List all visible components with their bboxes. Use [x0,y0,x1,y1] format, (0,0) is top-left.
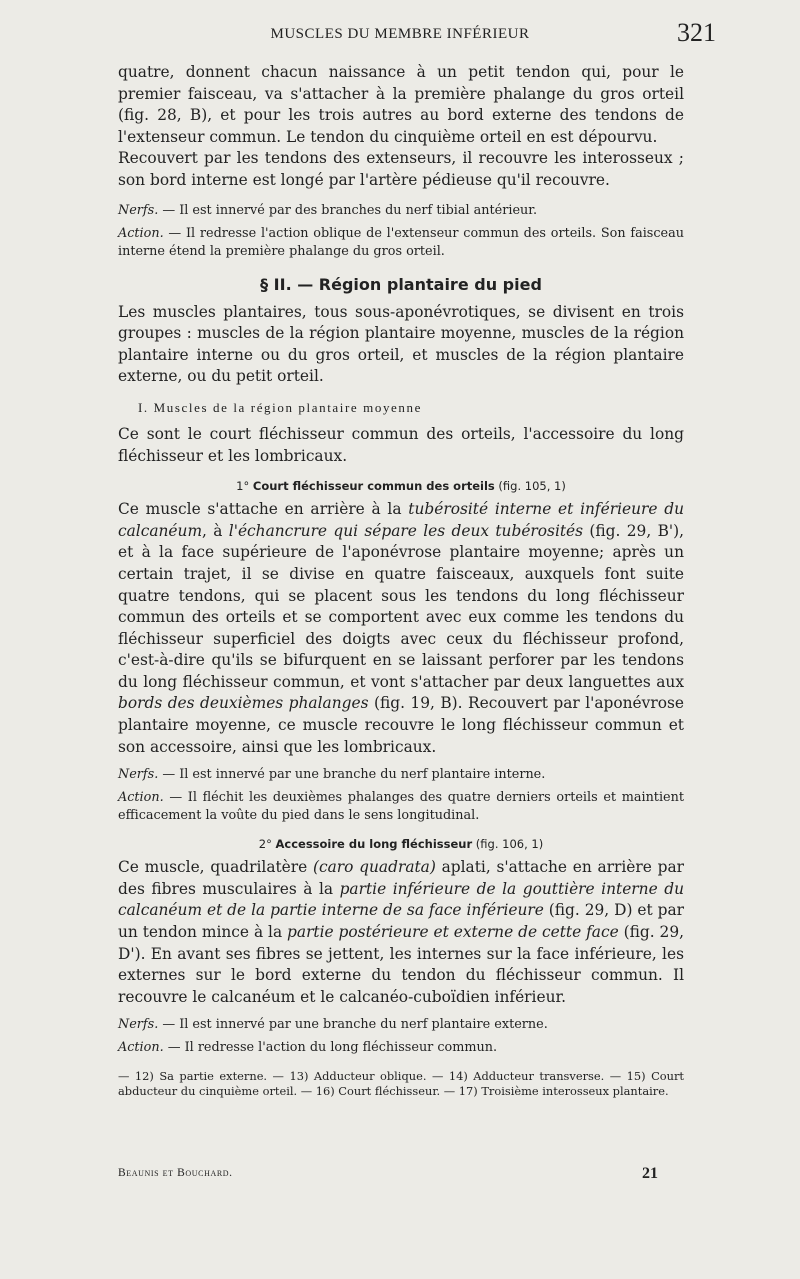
note-text: — Il redresse l'action du long fléchisseur commun. [163,1040,498,1056]
figure-ref: (fig. 105, 1) [494,479,566,494]
nerves-note [118,1016,684,1034]
action-note [118,1039,684,1057]
author-credit: Beaunis et Bouchard. [118,1167,233,1179]
italic-run: tubérosité interne et inférieure du calcanéum [118,500,684,540]
note-label: Nerfs. [118,1017,159,1033]
page-content [118,62,684,1099]
paragraph [118,499,684,758]
item-name: Accessoire du long fléchisseur [275,837,473,852]
note-text: — Il est innervé par des branches du nerf tibial antérieur. [158,202,538,218]
text-run: aplati, s'attache en arrière par des fibres musculaires à la [118,858,684,898]
sheet-signature: 21 [642,1165,658,1182]
page-footer [118,1165,684,1185]
note-label: Nerfs. [118,767,159,783]
item-heading [118,479,684,493]
note-label: Action. [118,790,164,806]
note-label: Action. [118,1040,164,1056]
paragraph: Ce sont le court fléchisseur commun des orteils, l'accessoire du long fléchisseur et les lombricaux. [118,424,684,465]
footnotes: — 12) Sa partie externe. — 13) Adducteur oblique. — 14) Adducteur transverse. — 15) Court abducteur du cinquième orteil. — 16) Court fléchisseur. — 17) Troisième interosseux plantaire. [118,1069,684,1099]
section-title: § II. — Région plantaire du pied [260,274,542,294]
note-label: Action. [118,225,164,241]
item-heading [118,837,684,851]
italic-run: (caro quadrata) [313,858,436,877]
nerves-note [118,202,684,220]
note-text: — Il redresse l'action oblique de l'extenseur commun des orteils. Son faisceau interne étend la première phalange du gros orteil. [118,225,684,259]
item-number: 1° [236,479,253,494]
note-text: — Il est innervé par une branche du nerf plantaire externe. [158,1017,548,1033]
page-header [0,14,800,54]
paragraph: Les muscles plantaires, tous sous-aponévrotiques, se divisent en trois groupes : muscles de la région plantaire moyenne, muscles de la région plantaire interne ou du gros orteil, et muscles de la région plantaire externe, ou du petit orteil. [118,302,684,386]
text-run: (fig. 29, B'), et à la face supérieure de l'aponévrose plantaire moyenne; après un certain trajet, il se divise en quatre faisceaux, auxquels font suite quatre tendons, qui se placent sous les tendons du long fléchisseur commun des orteils et se comportent avec eux comme les tendons du fléchisseur superficiel des doigts avec ceux du fléchisseur profond, c'est-à-dire qu'ils se bifurquent en se laissant perforer par les tendons du long fléchisseur commun, et vont s'attacher par deux languettes aux [118,521,685,691]
figure-ref: (fig. 106, 1) [472,837,544,852]
italic-run: bords des deuxièmes phalanges [118,694,369,713]
paragraph: Recouvert par les tendons des extenseurs, il recouvre les interosseux ; son bord interne est longé par l'artère pédieuse qu'il recouvre. [118,149,684,189]
note-text: — Il fléchit les deuxièmes phalanges des quatre derniers orteils et maintient efficacement la voûte du pied dans le sens longitudinal. [118,790,684,824]
italic-run: partie postérieure et externe de cette face [287,923,619,942]
note-label: Nerfs. [118,202,159,218]
text-run: Ce muscle s'attache en arrière à la [118,500,409,519]
running-head: MUSCLES DU MEMBRE INFÉRIEUR [270,26,530,42]
note-text: — Il est innervé par une branche du nerf plantaire interne. [158,767,546,783]
text-run: Ce muscle, quadrilatère [118,858,313,877]
action-note [118,225,684,261]
italic-run: l'échancrure qui sépare les deux tubérosités [228,521,584,540]
nerves-note [118,766,684,784]
paragraph: quatre, donnent chacun naissance à un petit tendon qui, pour le premier faisceau, va s'attacher à la première phalange du gros orteil (fig. 28, B), et pour les trois autres au bord externe des tendons de l'extenseur commun. Le tendon du cinquième orteil en est dépourvu. [118,63,684,146]
paragraph [118,857,684,1008]
subsection-heading: I. Muscles de la région plantaire moyenne [138,399,422,415]
item-name: Court fléchisseur commun des orteils [252,479,495,494]
text-run: , à [202,521,229,540]
text-run: (fig. 29, D) et par un tendon mince à la [118,901,684,942]
text-run: (fig. 19, B). Recouvert par l'aponévrose plantaire moyenne, ce muscle recouvre le long fléchisseur commun et son accessoire, ainsi que les lombricaux. [118,694,684,756]
text-run: (fig. 29, D'). En avant ses fibres se jettent, les internes sur la face inférieure, les externes sur le bord externe du tendon du fléchisseur commun. Il recouvre le calcanéum et le calcanéo-cuboïdien inférieur. [118,923,685,1006]
item-number: 2° [258,837,276,852]
page-number: 321 [677,18,716,47]
italic-run: partie inférieure de la gouttière interne du calcanéum et de la partie interne de sa face inférieure [118,879,684,920]
action-note [118,789,684,825]
